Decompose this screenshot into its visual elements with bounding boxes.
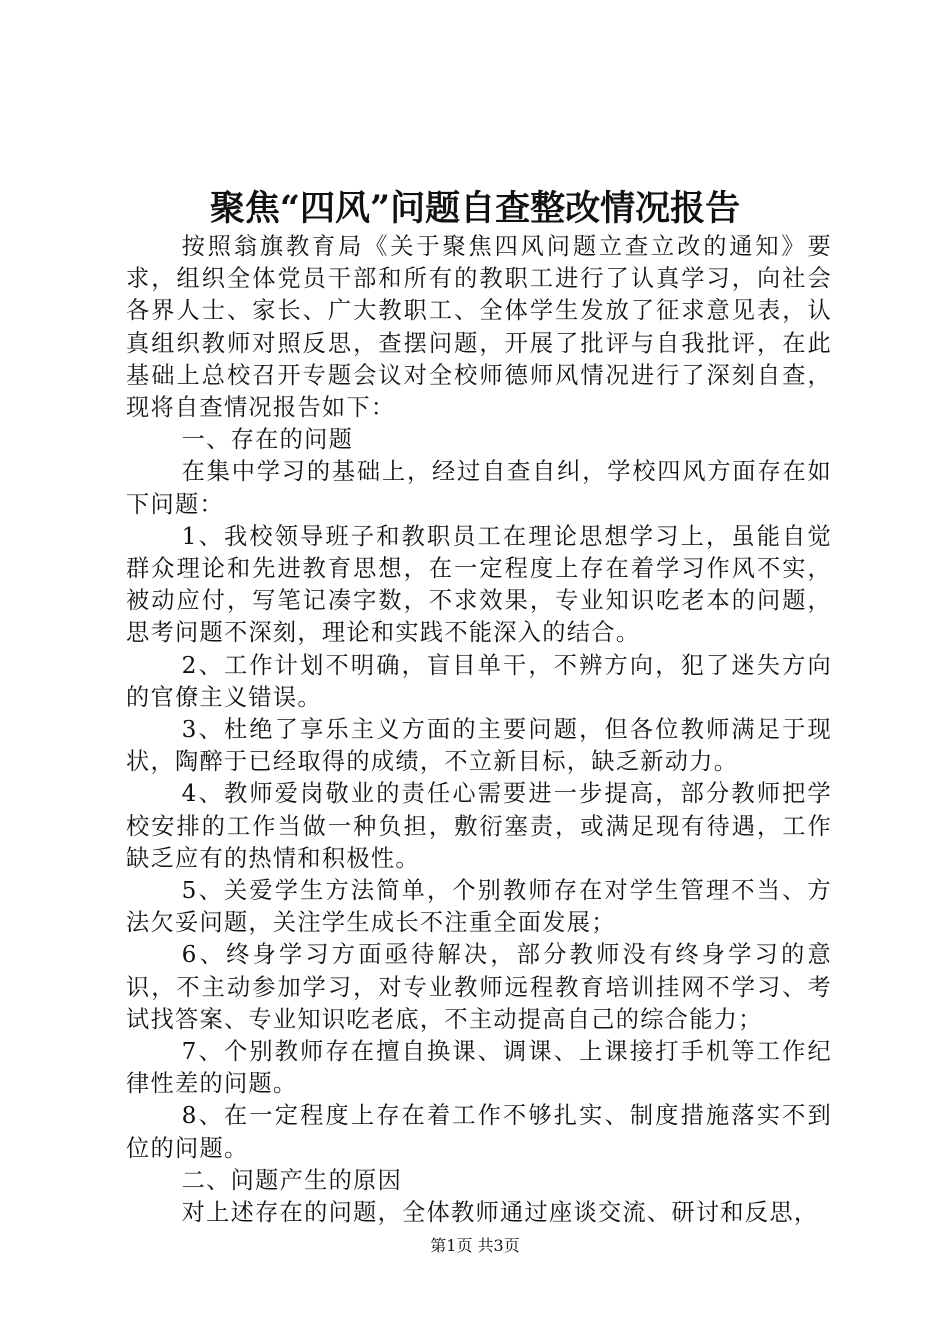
list-item-problem-2: 2、工作计划不明确，盲目单干，不辨方向，犯了迷失方向的官僚主义错误。 — [126, 651, 832, 711]
list-item-problem-8: 8、在一定程度上存在着工作不够扎实、制度措施落实不到位的问题。 — [126, 1102, 832, 1162]
list-item-problem-5: 5、关爱学生方法简单，个别教师存在对学生管理不当、方法欠妥问题，关注学生成长不注重全面发展； — [126, 877, 832, 937]
list-item-problem-1: 1、我校领导班子和教职员工在理论思想学习上，虽能自觉群众理论和先进教育思想，在一定程度上存在着学习作风不实，被动应付，写笔记凑字数，不求效果，专业知识吃老本的问题，思考问题不深刻，理论和实践不能深入的结合。 — [126, 522, 832, 647]
paragraph-problems-intro: 在集中学习的基础上，经过自查自纠，学校四风方面存在如下问题： — [126, 458, 832, 518]
list-item-problem-7: 7、个别教师存在擅自换课、调课、上课接打手机等工作纪律性差的问题。 — [126, 1038, 832, 1098]
paragraph-causes-intro: 对上述存在的问题，全体教师通过座谈交流、研讨和反思， — [181, 1199, 819, 1227]
list-item-problem-6: 6、终身学习方面亟待解决，部分教师没有终身学习的意识，不主动参加学习，对专业教师远程教育培训挂网不学习、考试找答案、专业知识吃老底，不主动提高自己的综合能力； — [126, 941, 832, 1033]
document-body — [126, 231, 832, 1229]
section-heading-causes: 二、问题产生的原因 — [181, 1166, 403, 1194]
page-title: 聚焦“四风”问题自查整改情况报告 — [209, 188, 741, 229]
paragraph-intro: 按照翁旗教育局《关于聚焦四风问题立查立改的通知》要求，组织全体党员干部和所有的教职工进行了认真学习，向社会各界人士、家长、广大教职工、全体学生发放了征求意见表，认真组织教师对照反思，查摆问题，开展了批评与自我批评，在此基础上总校召开专题会议对全校师德师风情况进行了深刻自查，现将自查情况报告如下： — [126, 233, 832, 422]
list-item-problem-4: 4、教师爱岗敬业的责任心需要进一步提高，部分教师把学校安排的工作当做一种负担，敷衍塞责，或满足现有待遇，工作缺乏应有的热情和积极性。 — [126, 780, 832, 872]
page-number-footer: 第1页 共3页 — [430, 1236, 520, 1255]
list-item-problem-3: 3、杜绝了享乐主义方面的主要问题，但各位教师满足于现状，陶醉于已经取得的成绩，不立新目标，缺乏新动力。 — [126, 716, 832, 776]
section-heading-problems: 一、存在的问题 — [181, 426, 354, 454]
